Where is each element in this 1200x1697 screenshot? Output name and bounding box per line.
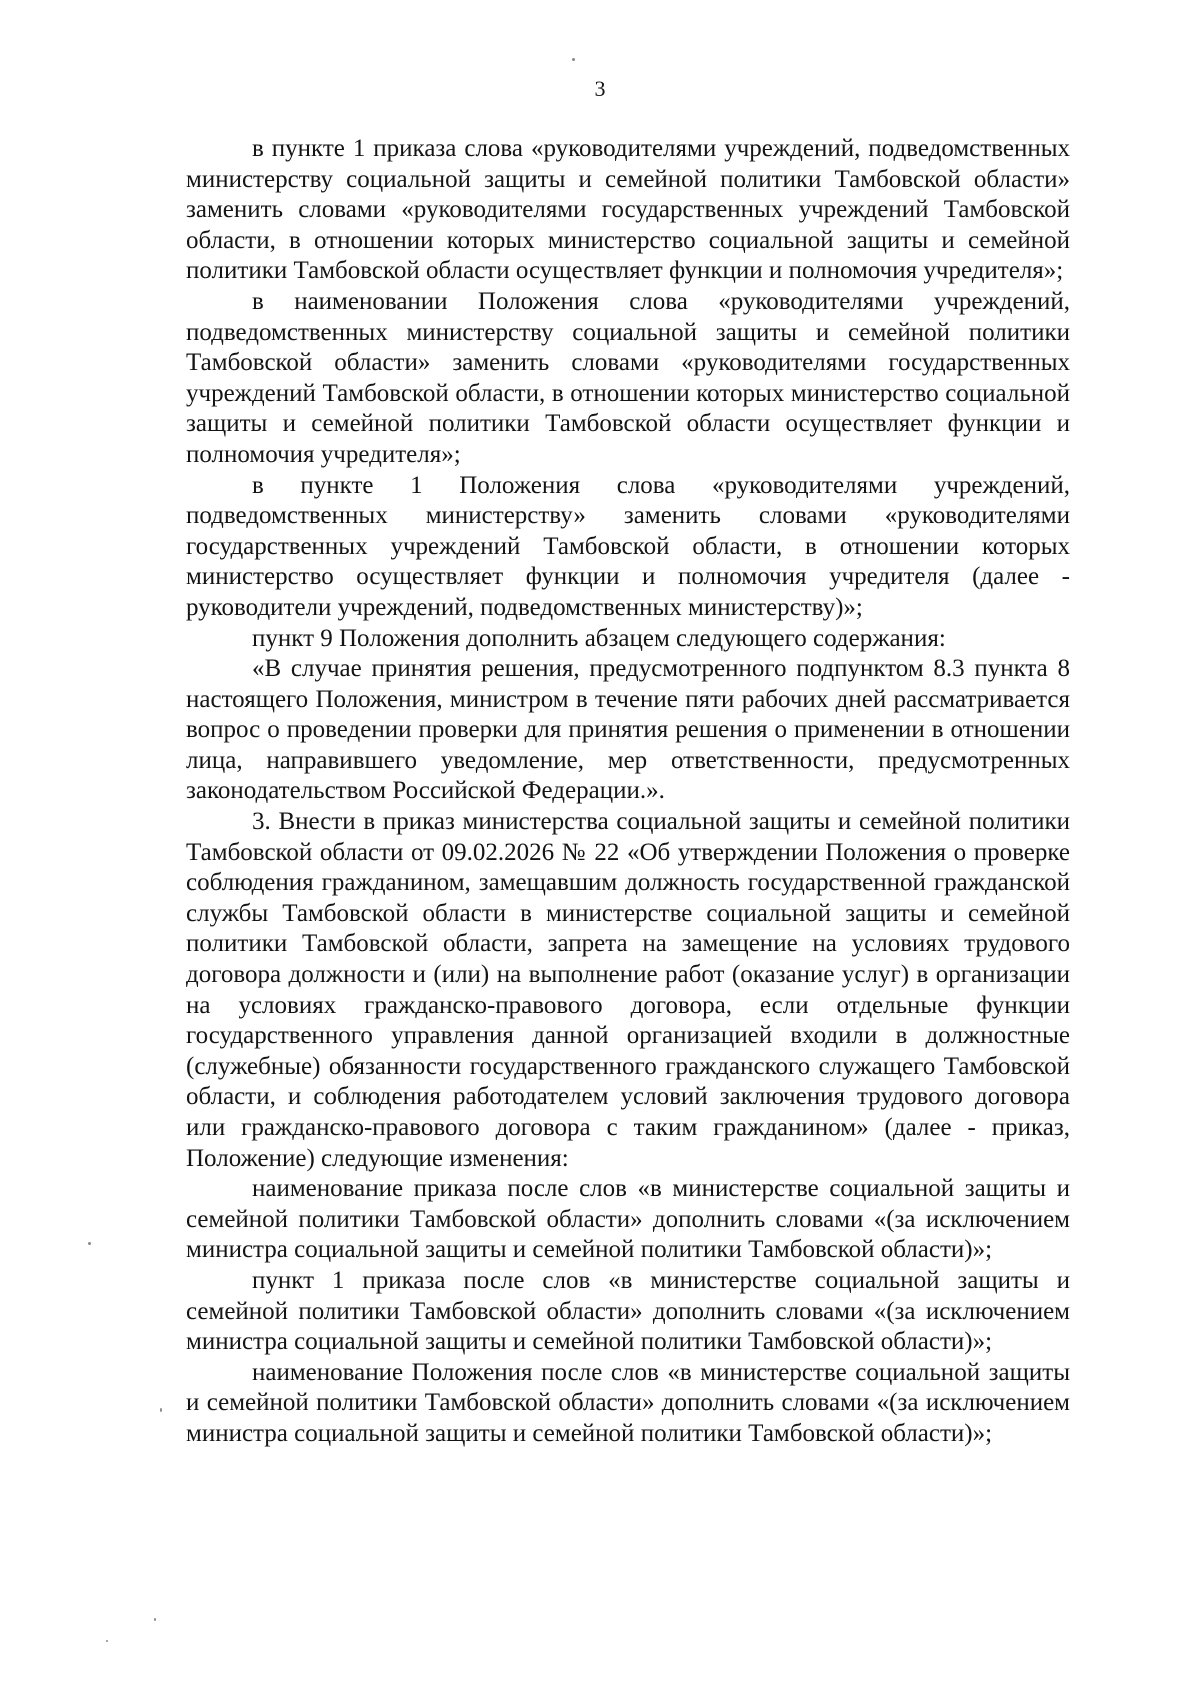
paragraph-8: пункт 1 приказа после слов «в министерстве социальной защиты и семейной политики Тамбовской области» дополнить словами «(за исключением министра социальной защиты и семейной политики Тамбовской области)»;	[186, 1266, 1070, 1356]
paragraph-4: пункт 9 Положения дополнить абзацем следующего содержания:	[252, 624, 946, 652]
document-body	[186, 134, 1070, 1450]
paragraph-2: в наименовании Положения слова «руководителями учреждений, подведомственных министерству социальной защиты и семейной политики Тамбовской области» заменить словами «руководителями государственных учреждений Тамбовской области, в отношении которых министерство социальной защиты и семейной политики Тамбовской области осуществляет функции и полномочия учредителя»;	[186, 287, 1070, 468]
scan-speck	[106, 1640, 108, 1642]
paragraph-7: наименование приказа после слов «в министерстве социальной защиты и семейной политики Тамбовской области» дополнить словами «(за исключением министра социальной защиты и семейной политики Тамбовской области)»;	[186, 1175, 1070, 1264]
scan-speck	[160, 1408, 162, 1412]
paragraph-3: в пункте 1 Положения слова «руководителями учреждений, подведомственных министерству» заменить словами «руководителями государственных учреждений Тамбовской области, в отношении которых министерство осуществляет функции и полномочия учредителя (далее - руководители учреждений, подведомственных министерству)»;	[186, 471, 1070, 621]
paragraph-9: наименование Положения после слов «в министерстве социальной защиты и семейной политики Тамбовской области» дополнить словами «(за исключением министра социальной защиты и семейной политики Тамбовской области)»;	[186, 1358, 1070, 1447]
scan-speck	[154, 1618, 156, 1621]
paragraph-6: 3. Внести в приказ министерства социальной защиты и семейной политики Тамбовской области от 09.02.2026 № 22 «Об утверждении Положения о проверке соблюдения гражданином, замещавшим должность государственной гражданской службы Тамбовской области в министерстве социальной защиты и семейной политики Тамбовской области, запрета на замещение на условиях трудового договора должности и (или) на выполнение работ (оказание услуг) в организации на условиях гражданско-правового договора, если отдельные функции государственного управления данной организацией входили в должностные (служебные) обязанности государственного гражданского служащего Тамбовской области, и соблюдения работодателем условий заключения трудового договора или гражданско-правового договора с таким гражданином» (далее - приказ, Положение) следующие изменения:	[186, 808, 1070, 1172]
page-number: 3	[594, 76, 606, 101]
scan-speck	[88, 1242, 91, 1245]
scan-speck	[572, 58, 575, 61]
paragraph-1: в пункте 1 приказа слова «руководителями учреждений, подведомственных министерству социальной защиты и семейной политики Тамбовской области» заменить словами «руководителями государственных учреждений Тамбовской области, в отношении которых министерство социальной защиты и семейной политики Тамбовской области осуществляет функции и полномочия учредителя»;	[186, 135, 1070, 285]
paragraph-5: «В случае принятия решения, предусмотренного подпунктом 8.3 пункта 8 настоящего Положения, министром в течение пяти рабочих дней рассматривается вопрос о проведении проверки для принятия решения о применении в отношении лица, направившего уведомление, мер ответственности, предусмотренных законодательством Российской Федерации.».	[186, 655, 1070, 805]
